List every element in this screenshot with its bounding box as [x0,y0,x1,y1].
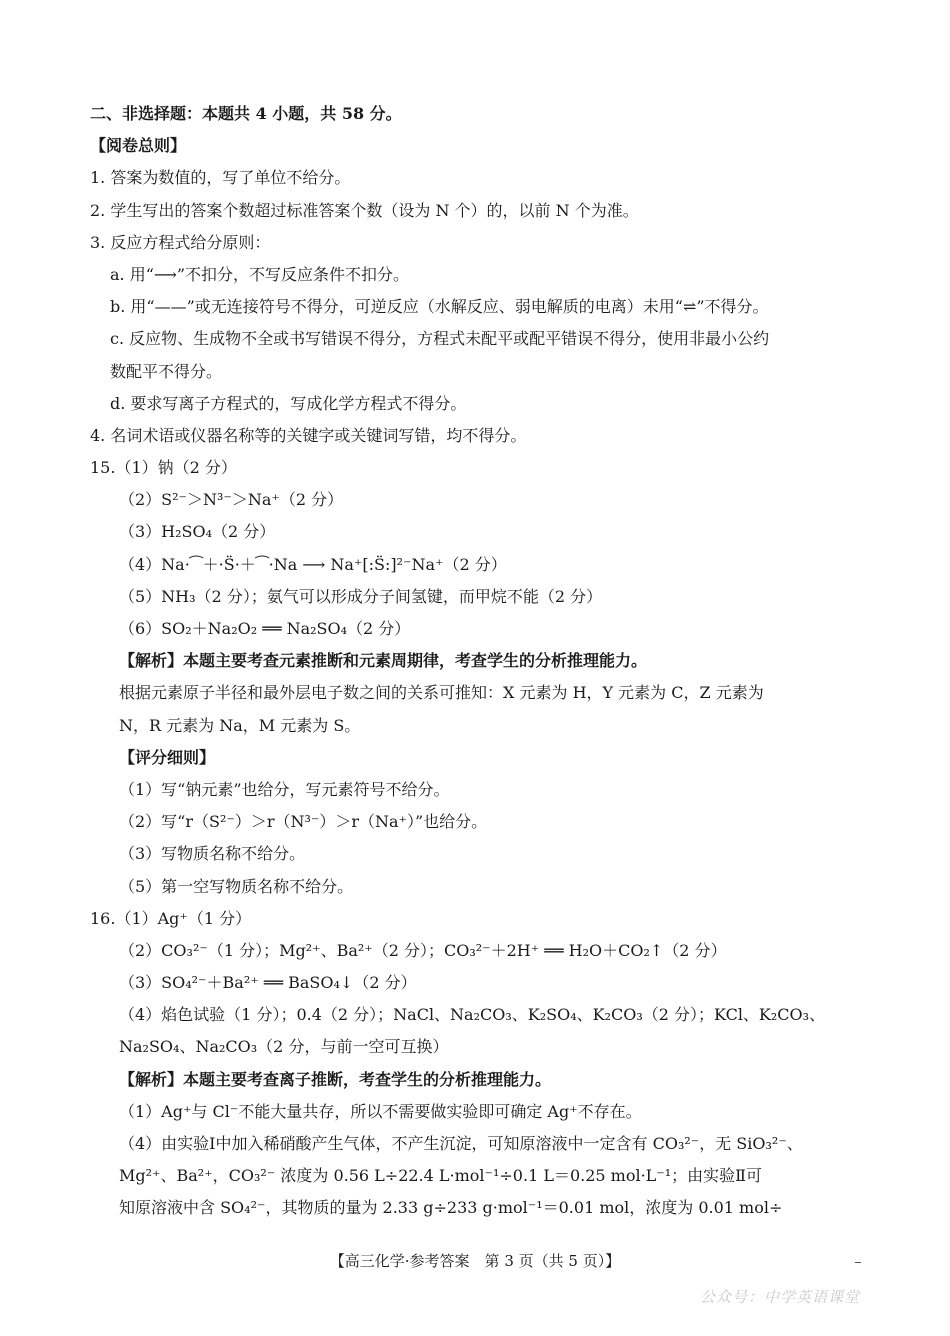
text-line: b. 用“——”或无连接符号不得分，可逆反应（水解反应、弱电解质的电离）未用“⇌”不得分。 [110,297,769,317]
text-line: （4）Na·⁀＋·S̈·＋⁀·Na ⟶ Na⁺[:S̈:]²⁻Na⁺（2 分） [119,554,507,574]
text-line: （5）第一空写物质名称不给分。 [119,876,354,896]
watermark: 公众号：中学英语课堂 [700,1288,861,1306]
text-line: 【评分细则】 [119,747,216,767]
text-line: （4）焰色试验（1 分）；0.4（2 分）；NaCl、Na₂CO₃、K₂SO₄、K₂CO₃（2 分）；KCl、K₂CO₃、 [119,1005,826,1025]
text-line: （3）SO₄²⁻＋Ba²⁺ ══ BaSO₄↓（2 分） [119,973,417,993]
text-line: （2）S²⁻＞N³⁻＞Na⁺（2 分） [119,490,344,510]
text-line: 数配平不得分。 [110,361,223,381]
text-line: c. 反应物、生成物不全或书写错误不得分，方程式未配平或配平错误不得分，使用非最小公约 [110,329,770,349]
text-line: d. 要求写离子方程式的，写成化学方程式不得分。 [110,393,467,413]
document-body [90,98,870,1225]
text-line: 知原溶液中含 SO₄²⁻，其物质的量为 2.33 g÷233 g·mol⁻¹＝0.01 mol，浓度为 0.01 mol÷ [119,1198,783,1218]
text-line: 【阅卷总则】 [90,136,187,156]
text-line: 4. 名词术语或仪器名称等的关键字或关键词写错，均不得分。 [90,425,527,445]
text-line: （5）NH₃（2 分）；氨气可以形成分子间氢键，而甲烷不能（2 分） [119,586,603,606]
text-line: （2）CO₃²⁻（1 分）；Mg²⁺、Ba²⁺（2 分）；CO₃²⁻＋2H⁺ ══ H₂O＋CO₂↑（2 分） [119,940,727,960]
page-footer: 【高三化学·参考答案 第 3 页（共 5 页）】 [329,1252,621,1270]
text-line: （1）写“钠元素”也给分，写元素符号不给分。 [119,779,450,799]
text-line: 根据元素原子半径和最外层电子数之间的关系可推知：X 元素为 H，Y 元素为 C，Z 元素为 [119,683,764,703]
text-line: （1）Ag⁺与 Cl⁻不能大量共存，所以不需要做实验即可确定 Ag⁺不存在。 [119,1101,642,1121]
text-line: （6）SO₂＋Na₂O₂ ══ Na₂SO₄（2 分） [119,619,411,638]
text-line: 【解析】本题主要考查离子推断，考查学生的分析推理能力。 [119,1069,552,1089]
text-line: 1. 答案为数值的，写了单位不给分。 [90,168,351,188]
text-line: （3）写物质名称不给分。 [119,844,306,864]
text-line: （2）写“r（S²⁻）＞r（N³⁻）＞r（Na⁺）”也给分。 [119,812,488,832]
text-line: （3）H₂SO₄（2 分） [119,522,276,542]
text-line: 二、非选择题：本题共 4 小题，共 58 分。 [90,104,402,123]
text-line: Mg²⁺、Ba²⁺，CO₃²⁻ 浓度为 0.56 L÷22.4 L·mol⁻¹÷0.1 L＝0.25 mol·L⁻¹；由实验Ⅱ可 [119,1166,763,1186]
text-line: a. 用“⟶”不扣分，不写反应条件不扣分。 [110,264,410,284]
text-line: 2. 学生写出的答案个数超过标准答案个数（设为 N 个）的，以前 N 个为准。 [90,200,639,220]
text-line: N，R 元素为 Na，M 元素为 S。 [119,715,361,735]
text-line: 3. 反应方程式给分原则： [90,232,271,252]
text-line: 15.（1）钠（2 分） [90,458,237,478]
text-line: Na₂SO₄、Na₂CO₃（2 分，与前一空可互换） [119,1037,449,1057]
corner-mark [855,1262,861,1263]
text-line: （4）由实验Ⅰ中加入稀硝酸产生气体，不产生沉淀，可知原溶液中一定含有 CO₃²⁻，无 SiO₃²⁻、 [119,1134,803,1153]
text-line: 16.（1）Ag⁺（1 分） [90,908,252,928]
text-line: 【解析】本题主要考查元素推断和元素周期律，考查学生的分析推理能力。 [119,651,648,671]
